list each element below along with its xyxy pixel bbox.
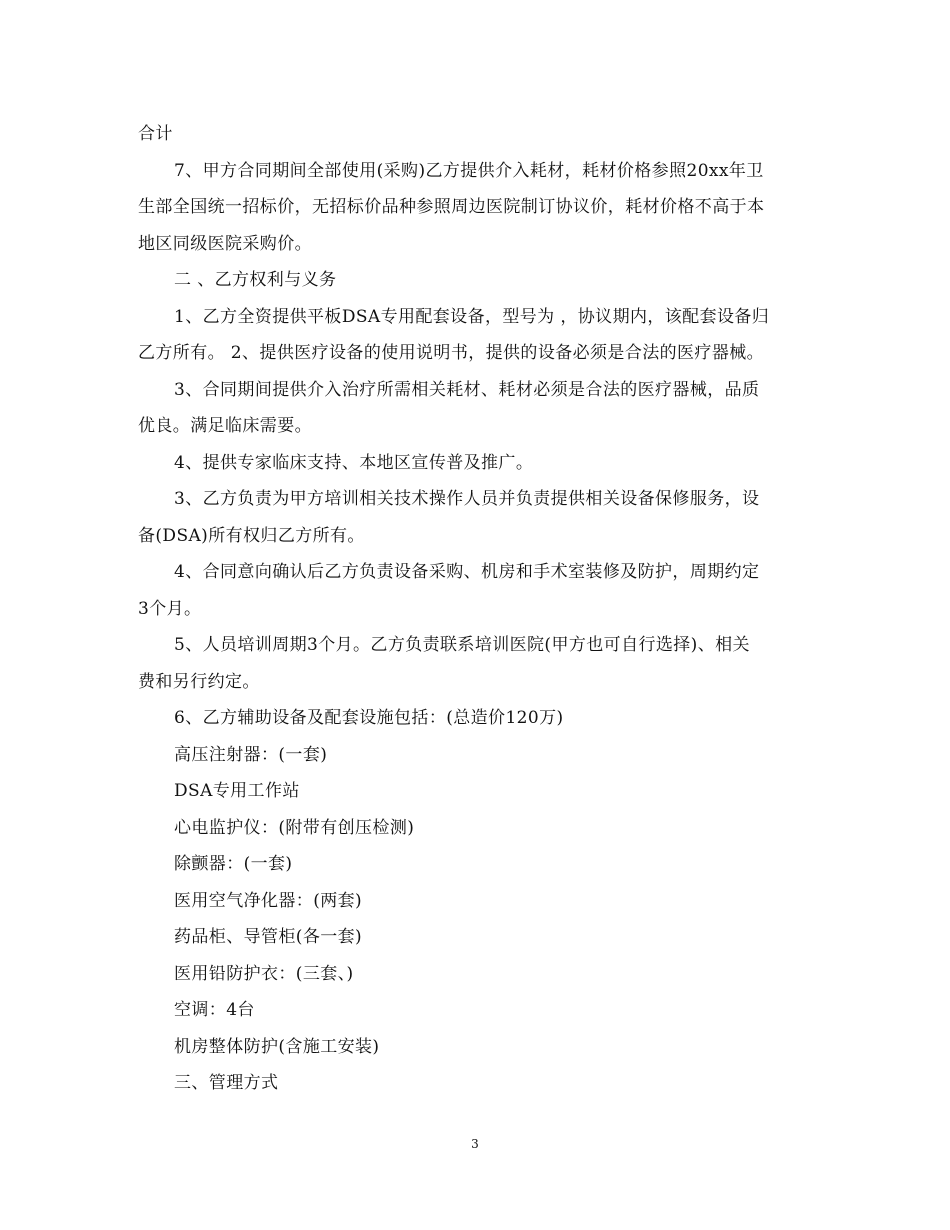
text-line: 优良。满足临床需要。 xyxy=(138,416,312,436)
text-line: 机房整体防护(含施工安装) xyxy=(174,1036,380,1057)
text-line: 6、乙方辅助设备及配套设施包括：(总造价120万) xyxy=(174,708,564,728)
text-line: 费和另行约定。 xyxy=(138,671,260,692)
document-body xyxy=(138,116,814,1102)
text-line: 合计 xyxy=(138,124,173,144)
text-line: 心电监护仪：(附带有创压检测) xyxy=(174,817,415,838)
text-line: 高压注射器：(一套) xyxy=(174,744,328,765)
text-line: 备(DSA)所有权归乙方所有。 xyxy=(138,525,365,546)
text-line: 三、管理方式 xyxy=(174,1073,279,1093)
text-line: 3、合同期间提供介入治疗所需相关耗材、耗材必须是合法的医疗器械，品质 xyxy=(174,379,760,400)
text-line: 二 、乙方权利与义务 xyxy=(174,270,337,290)
text-line: 1、乙方全资提供平板DSA专用配套设备，型号为 ，协议期内，该配套设备归 xyxy=(174,306,770,327)
text-line: 地区同级医院采购价。 xyxy=(138,233,312,254)
text-line: 乙方所有。 2、提供医疗设备的使用说明书，提供的设备必须是合法的医疗器械。 xyxy=(138,343,765,363)
text-line: 3个月。 xyxy=(138,598,202,619)
text-line: 3、乙方负责为甲方培训相关技术操作人员并负责提供相关设备保修服务，设 xyxy=(174,489,760,509)
text-line: DSA专用工作站 xyxy=(174,781,300,801)
text-line: 医用空气净化器：(两套) xyxy=(174,890,363,911)
text-line: 生部全国统一招标价，无招标价品种参照周边医院制订协议价，耗材价格不高于本 xyxy=(138,197,765,217)
text-line: 空调：4台 xyxy=(174,1000,255,1020)
text-line: 4、提供专家临床支持、本地区宣传普及推广。 xyxy=(174,452,534,473)
text-line: 除颤器：(一套) xyxy=(174,854,293,874)
text-line: 药品柜、导管柜(各一套) xyxy=(174,927,363,947)
text-line: 5、人员培训周期3个月。乙方负责联系培训医院(甲方也可自行选择)、相关 xyxy=(174,635,750,655)
text-line: 7、甲方合同期间全部使用(采购)乙方提供介入耗材，耗材价格参照20xx年卫 xyxy=(174,160,764,181)
text-line: 医用铅防护衣：(三套、) xyxy=(174,963,354,984)
text-line: 4、合同意向确认后乙方负责设备采购、机房和手术室装修及防护，周期约定 xyxy=(174,562,760,582)
page-number: 3 xyxy=(471,1137,479,1151)
